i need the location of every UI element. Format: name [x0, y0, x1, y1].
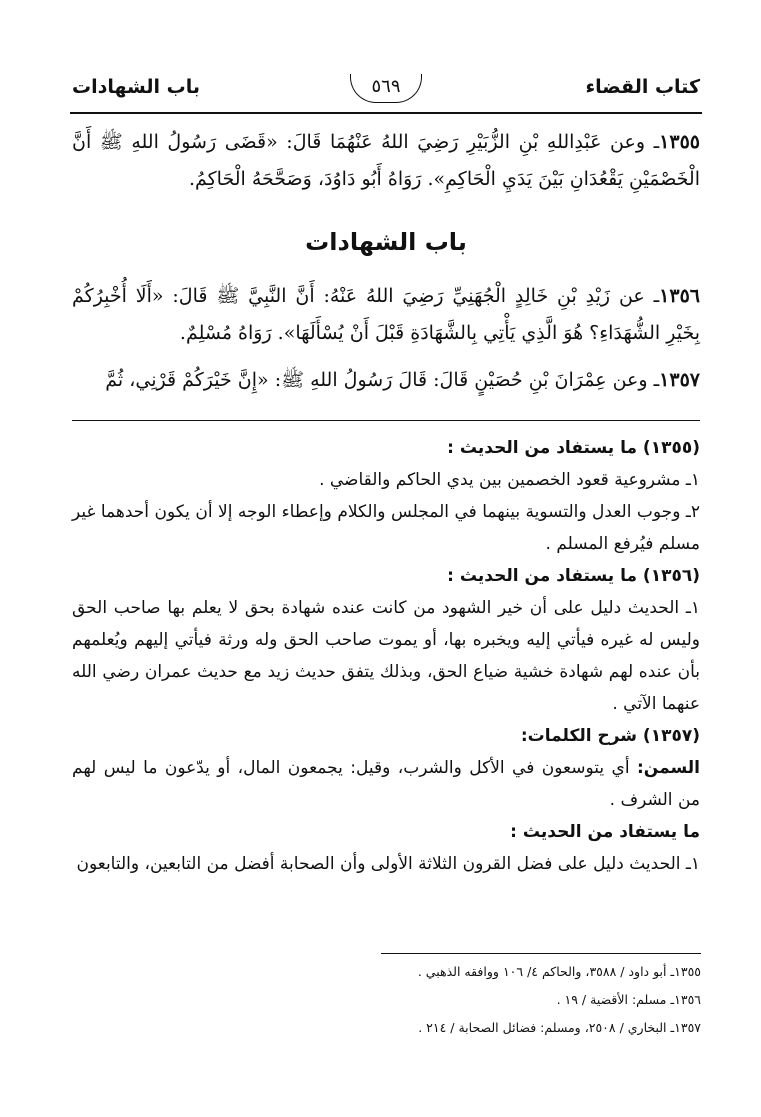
commentary-heading-1356: (١٣٥٦) ما يستفاد من الحديث :	[447, 566, 700, 586]
commentary-heading-1355: (١٣٥٥) ما يستفاد من الحديث :	[447, 438, 700, 458]
hadith-1356	[72, 278, 700, 352]
hadith-number: ١٣٥٥	[659, 131, 700, 153]
commentary-divider	[72, 420, 700, 421]
footnote-rule	[381, 953, 701, 954]
hadith-text: ـ وعن عِمْرَانَ بْنِ حُصَيْنٍ قَالَ: قَالَ رَسُولُ اللهِ ﷺ: «إِنَّ خَيْرَكُمْ قَرْنِي، ثُمَّ	[105, 369, 660, 391]
footnote: ١٣٥٧ـ البخاري / ٢٥٠٨، ومسلم: فضائل الصحابة / ٢١٤ .	[418, 1020, 701, 1035]
section-heading: باب الشهادات	[305, 228, 467, 256]
hadith-number: ١٣٥٦	[659, 285, 700, 307]
commentary-heading-benefits: ما يستفاد من الحديث :	[510, 822, 700, 842]
word-explanation	[72, 752, 700, 816]
page-number: ٥٦٩	[350, 74, 422, 103]
commentary-heading-1357: (١٣٥٧) شرح الكلمات:	[520, 726, 700, 746]
hadith-1357	[72, 362, 700, 399]
commentary-point: ٢ـ وجوب العدل والتسوية بينهما في المجلس والكلام وإعطاء الوجه إلا أن يكون أحدهما غير مسلم فيُرفع المسلم .	[72, 502, 700, 554]
hadith-1355	[72, 124, 700, 198]
commentary-point: ١ـ مشروعية قعود الخصمين بين يدي الحاكم والقاضي .	[319, 470, 700, 490]
term-definition: أي يتوسعون في الأكل والشرب، وقيل: يجمعون المال، أو يدّعون ما ليس لهم من الشرف .	[72, 758, 700, 810]
term: السمن:	[636, 758, 700, 778]
hadith-text: ـ وعن عَبْدِاللهِ بْنِ الزُّبَيْرِ رَضِيَ اللهُ عَنْهُمَا قَالَ: «قَضَى رَسُولُ اللهِ ﷺ أَنَّ الْخَصْمَيْنِ يَقْعُدَانِ بَيْنَ يَدَيِ الْحَاكِمِ». رَوَاهُ أَبُو دَاوُدَ، وَصَحَّحَهُ الْحَاكِمُ.	[72, 131, 700, 190]
page-header	[72, 76, 700, 112]
hadith-text: ـ عن زَيْدِ بْنِ خَالِدٍ الْجُهَنِيِّ رَضِيَ اللهُ عَنْهُ: أَنَّ النَّبِيَّ ﷺ قَالَ: «أَلَا أُخْبِرُكُمْ بِخَيْرِ الشُّهَدَاءِ؟ هُوَ الَّذِي يَأْتِي بِالشَّهَادَةِ قَبْلَ أَنْ يُسْأَلَهَا». رَوَاهُ مُسْلِمٌ.	[72, 285, 700, 344]
commentary	[72, 432, 700, 880]
commentary-point: ١ـ الحديث دليل على أن خير الشهود من كانت عنده شهادة بحق لا يعلم بها صاحب الحق وليس له غيره فيأتي إليه ويخبره بها، أو يموت صاحب الحق وله ورثة فيأتي إليهم ويُعلمهم بأن عنده لهم شهادة خشية ضياع الحق، وبذلك يتفق حديث زيد مع حديث عمران رضي الله عنهما الآتي .	[72, 598, 700, 714]
hadith-number: ١٣٥٧	[659, 369, 700, 391]
footnote: ١٣٥٦ـ مسلم: الأقضية / ١٩ .	[556, 992, 701, 1007]
chapter-title: باب الشهادات	[72, 76, 200, 98]
commentary-point: ١ـ الحديث دليل على فضل القرون الثلاثة الأولى وأن الصحابة أفضل من التابعين، والتابعون	[76, 854, 700, 874]
header-rule	[70, 112, 702, 114]
book-title: كتاب القضاء	[585, 76, 700, 98]
footnotes	[61, 958, 701, 1042]
footnote: ١٣٥٥ـ أبو داود / ٣٥٨٨، والحاكم ٤/ ١٠٦ ووافقه الذهبي .	[417, 964, 701, 979]
